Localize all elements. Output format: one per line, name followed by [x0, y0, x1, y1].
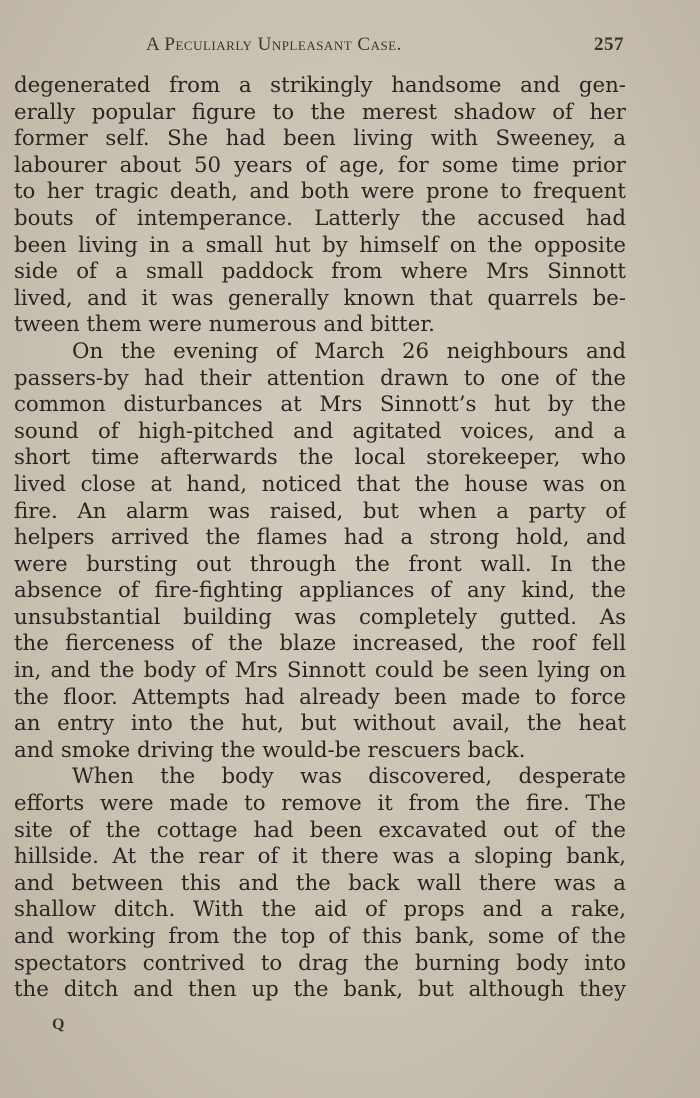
text-line: labourer about 50 years of age, for some time prior: [14, 152, 626, 178]
body-text: [14, 73, 626, 1004]
text-line: degenerated from a strikingly handsome and gen-: [14, 73, 626, 98]
text-line: helpers arrived the flames had a strong hold, and: [14, 525, 626, 551]
text-line: spectators contrived to drag the burning body into: [14, 950, 626, 976]
paragraph-first-line: When the body was discovered, desperate: [72, 764, 626, 790]
page-number: 257: [594, 34, 624, 55]
text-line: passers-by had their attention drawn to one of the: [14, 365, 626, 391]
running-head: [0, 34, 700, 58]
text-line: in, and the body of Mrs Sinnott could be seen lying on: [14, 658, 626, 684]
text-line: former self. She had been living with Sweeney, a: [14, 126, 626, 152]
paragraph-first-line: On the evening of March 26 neighbours and: [72, 338, 626, 364]
text-line: site of the cottage had been excavated out of the: [14, 817, 626, 843]
text-line: lived close at hand, noticed that the house was on: [14, 471, 626, 497]
text-line: lived, and it was generally known that quarrels be-: [14, 285, 626, 311]
text-line: bouts of intemperance. Latterly the accused had: [14, 205, 626, 231]
text-line: side of a small paddock from where Mrs Sinnott: [14, 259, 626, 285]
text-line: sound of high-pitched and agitated voices, and a: [14, 418, 626, 444]
text-line: an entry into the hut, but without avail, the heat: [14, 711, 626, 737]
text-line: erally popular figure to the merest shadow of her: [14, 99, 626, 125]
running-title: A Peculiarly Unpleasant Case.: [146, 34, 402, 55]
text-line: tween them were numerous and bitter.: [14, 312, 435, 338]
text-line: were bursting out through the front wall. In the: [14, 551, 626, 577]
text-line: shallow ditch. With the aid of props and a rake,: [14, 897, 626, 923]
text-line: the fierceness of the blaze increased, the roof fell: [14, 631, 626, 657]
text-line: been living in a small hut by himself on the opposite: [14, 232, 626, 258]
text-line: to her tragic death, and both were prone to frequent: [14, 179, 626, 205]
text-line: and smoke driving the would-be rescuers back.: [14, 737, 526, 763]
text-line: efforts were made to remove it from the fire. The: [14, 791, 626, 817]
text-line: and between this and the back wall there was a: [14, 870, 626, 896]
text-line: hillside. At the rear of it there was a sloping bank,: [14, 844, 626, 870]
text-line: short time afterwards the local storekeeper, who: [14, 445, 626, 471]
text-line: and working from the top of this bank, some of the: [14, 924, 626, 949]
text-line: fire. An alarm was raised, but when a party of: [14, 498, 626, 524]
text-line: absence of fire-fighting appliances of any kind, the: [14, 578, 626, 604]
text-line: the floor. Attempts had already been made to force: [14, 684, 626, 710]
text-line: the ditch and then up the bank, but although they: [14, 977, 626, 1003]
text-line: common disturbances at Mrs Sinnott’s hut by the: [14, 392, 626, 418]
text-line: unsubstantial building was completely gutted. As: [14, 604, 626, 630]
signature-mark: Q: [52, 1016, 65, 1033]
